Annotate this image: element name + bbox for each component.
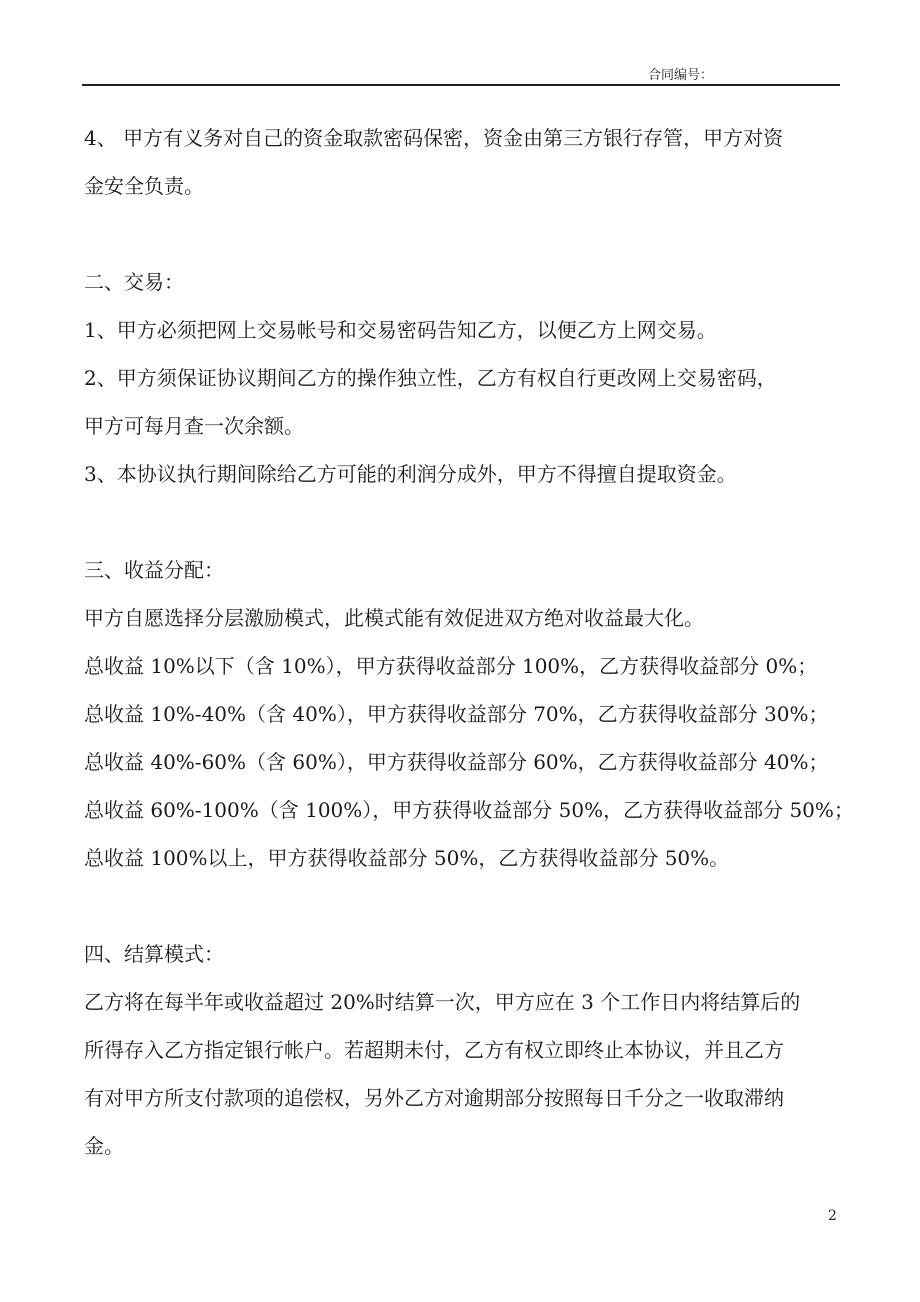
profit-tier-4: 总收益 60%-100%（含 100%），甲方获得收益部分 50%，乙方获得收益部分 50%； bbox=[84, 798, 854, 822]
profit-tier-2: 总收益 10%-40%（含 40%），甲方获得收益部分 70%，乙方获得收益部分 30%； bbox=[84, 702, 829, 726]
clause-2-2-line-2: 甲方可每月查一次余额。 bbox=[84, 414, 304, 438]
section-heading-settlement: 四、结算模式： bbox=[84, 942, 224, 966]
clause-1-4-line-1: 4、 甲方有义务对自己的资金取款密码保密，资金由第三方银行存管，甲方对资 bbox=[84, 126, 784, 150]
clause-2-2-line-1: 2、甲方须保证协议期间乙方的操作独立性，乙方有权自行更改网上交易密码， bbox=[84, 366, 777, 390]
clause-2-3: 3、本协议执行期间除给乙方可能的利润分成外，甲方不得擅自提取资金。 bbox=[84, 462, 737, 486]
section-heading-trading: 二、交易： bbox=[84, 270, 184, 294]
settlement-line-2: 所得存入乙方指定银行帐户。若超期未付，乙方有权立即终止本协议，并且乙方 bbox=[84, 1038, 784, 1062]
clause-2-1: 1、甲方必须把网上交易帐号和交易密码告知乙方，以便乙方上网交易。 bbox=[84, 318, 717, 342]
clause-1-4-line-2: 金安全负责。 bbox=[84, 174, 204, 198]
section-heading-profit-distribution: 三、收益分配： bbox=[84, 558, 224, 582]
settlement-line-3: 有对甲方所支付款项的追偿权，另外乙方对逾期部分按照每日千分之一收取滞纳 bbox=[84, 1086, 784, 1110]
settlement-line-1: 乙方将在每半年或收益超过 20%时结算一次，甲方应在 3 个工作日内将结算后的 bbox=[84, 990, 801, 1014]
header-divider bbox=[82, 84, 840, 86]
profit-tier-3: 总收益 40%-60%（含 60%），甲方获得收益部分 60%，乙方获得收益部分 40%； bbox=[84, 750, 829, 774]
profit-tier-1: 总收益 10%以下（含 10%），甲方获得收益部分 100%，乙方获得收益部分 0%； bbox=[84, 654, 818, 678]
profit-distribution-intro: 甲方自愿选择分层激励模式，此模式能有效促进双方绝对收益最大化。 bbox=[84, 606, 704, 630]
settlement-line-4: 金。 bbox=[84, 1134, 124, 1158]
profit-tier-5: 总收益 100%以上，甲方获得收益部分 50%，乙方获得收益部分 50%。 bbox=[84, 846, 730, 870]
page-number: 2 bbox=[828, 1208, 837, 1224]
contract-number-label: 合同编号： bbox=[647, 68, 713, 83]
